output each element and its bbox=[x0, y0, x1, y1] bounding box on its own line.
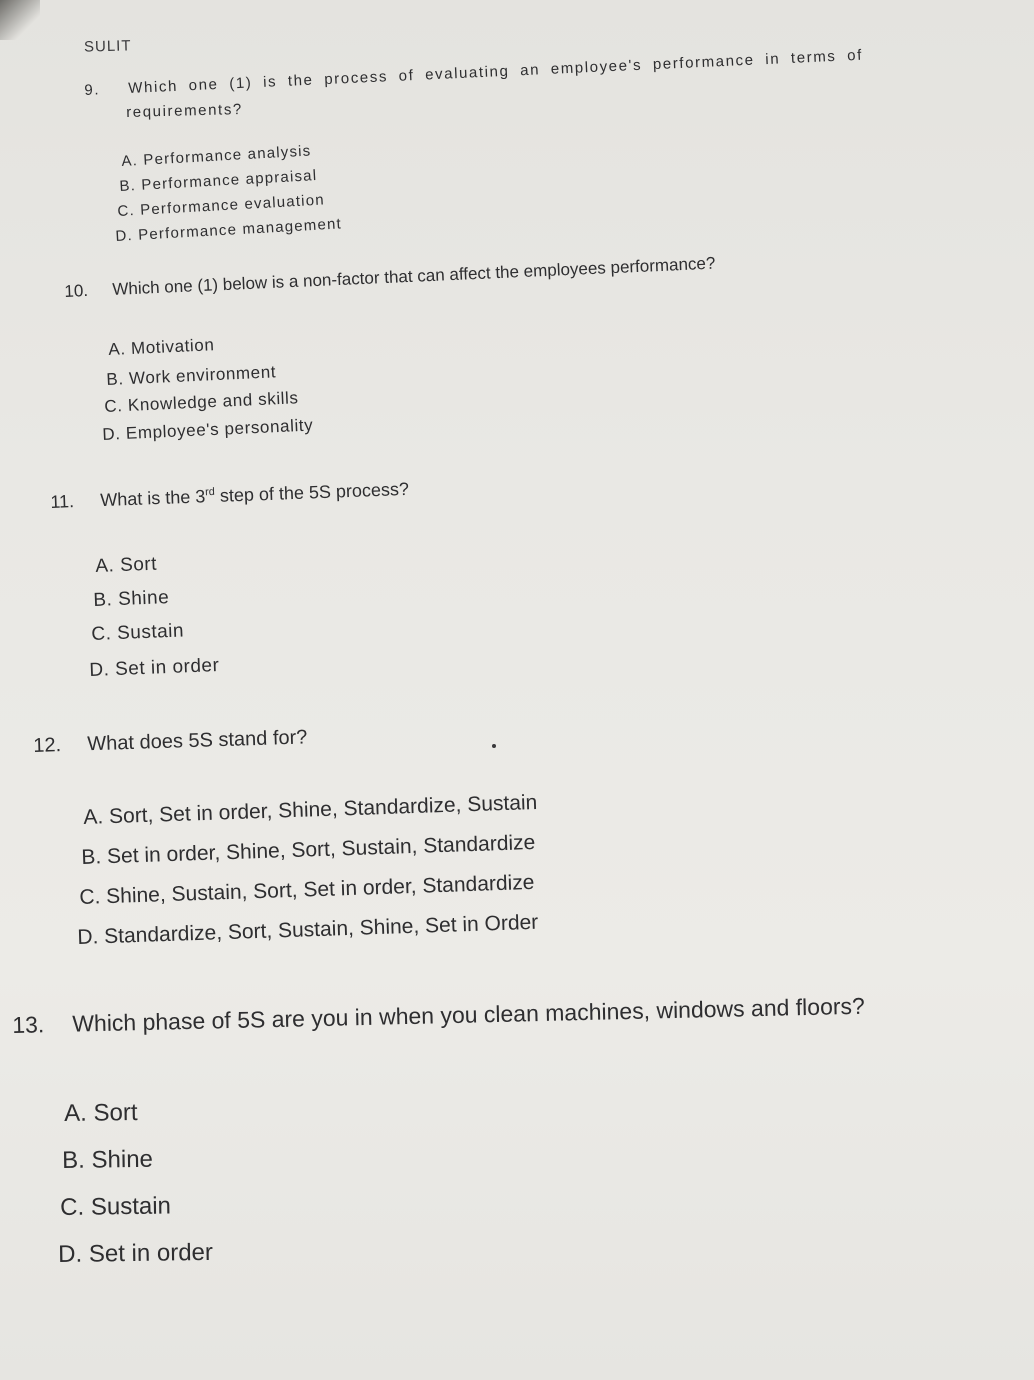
option-10a bbox=[108, 335, 215, 360]
option-text: Performance management bbox=[137, 215, 343, 244]
option-letter: A. bbox=[83, 805, 104, 829]
option-12a bbox=[83, 791, 538, 830]
option-letter: A. bbox=[121, 152, 139, 170]
option-letter: C. bbox=[79, 885, 101, 909]
option-text: Performance analysis bbox=[142, 142, 312, 169]
page-header: SULIT bbox=[83, 37, 132, 56]
question-text-line2: requirements? bbox=[126, 100, 244, 121]
question-text: Which one (1) below is a non-factor that can affect the employees performance? bbox=[111, 253, 716, 299]
option-letter: C. bbox=[91, 623, 112, 645]
question-number: 10. bbox=[64, 280, 89, 301]
option-letter: D. bbox=[58, 1240, 83, 1268]
question-12 bbox=[33, 726, 308, 758]
option-9d bbox=[115, 215, 342, 245]
option-11c bbox=[91, 620, 184, 646]
question-9 bbox=[84, 47, 863, 99]
option-13b bbox=[62, 1146, 153, 1175]
option-text: Sustain bbox=[90, 1192, 172, 1221]
question-text: Which one (1) is the process of evaluating an employee's performance in terms of bbox=[127, 46, 864, 97]
option-letter: A. bbox=[64, 1099, 88, 1127]
option-10d bbox=[102, 415, 314, 445]
option-text: Set in order, Shine, Sort, Sustain, Standardize bbox=[106, 830, 536, 869]
option-letter: B. bbox=[62, 1146, 86, 1174]
question-text: Which phase of 5S are you in when you clean machines, windows and floors? bbox=[71, 992, 866, 1037]
option-letter: B. bbox=[93, 589, 113, 611]
option-11d bbox=[89, 655, 220, 682]
question-number: 12. bbox=[33, 734, 62, 757]
option-12c bbox=[79, 871, 535, 910]
option-text: Performance evaluation bbox=[139, 191, 326, 219]
option-11b bbox=[93, 587, 170, 612]
ink-dot bbox=[492, 744, 496, 748]
question-superscript: rd bbox=[204, 485, 215, 499]
option-text: Sort, Set in order, Shine, Standardize, Sustain bbox=[108, 790, 538, 829]
option-letter: B. bbox=[119, 177, 137, 195]
option-text: Standardize, Sort, Sustain, Shine, Set in Order bbox=[103, 910, 539, 949]
option-text: Set in order bbox=[114, 655, 220, 680]
option-letter: C. bbox=[60, 1193, 85, 1221]
option-10c bbox=[104, 388, 299, 417]
option-text: Sort bbox=[119, 553, 158, 577]
option-text: Motivation bbox=[130, 335, 215, 358]
option-letter: C. bbox=[117, 202, 136, 220]
option-13c bbox=[60, 1192, 171, 1222]
option-text: Shine bbox=[91, 1145, 154, 1174]
question-11 bbox=[50, 479, 409, 513]
option-letter: B. bbox=[81, 845, 102, 869]
question-text: What does 5S stand for? bbox=[86, 726, 308, 756]
option-text: Knowledge and skills bbox=[127, 388, 299, 415]
option-12b bbox=[81, 831, 536, 870]
option-letter: D. bbox=[115, 227, 134, 245]
option-letter: D. bbox=[102, 424, 122, 444]
option-9b bbox=[119, 167, 318, 195]
option-12d bbox=[77, 911, 539, 950]
corner-shadow bbox=[0, 0, 40, 40]
option-letter: D. bbox=[77, 925, 99, 949]
option-text: Sustain bbox=[116, 620, 185, 644]
question-number: 9. bbox=[84, 81, 101, 99]
option-letter: C. bbox=[104, 396, 124, 416]
option-9a bbox=[121, 142, 312, 170]
option-letter: A. bbox=[95, 555, 115, 577]
question-10 bbox=[64, 254, 716, 302]
option-text: Performance appraisal bbox=[140, 166, 318, 194]
question-text-after: step of the 5S process? bbox=[214, 478, 410, 506]
option-10b bbox=[106, 362, 277, 390]
question-number: 11. bbox=[50, 491, 75, 512]
option-11a bbox=[95, 554, 157, 578]
option-13d bbox=[58, 1239, 213, 1269]
option-text: Shine, Sustain, Sort, Set in order, Standardize bbox=[105, 870, 535, 909]
option-letter: D. bbox=[89, 659, 110, 681]
option-13a bbox=[64, 1099, 138, 1128]
option-9c bbox=[117, 191, 325, 220]
option-text: Set in order bbox=[88, 1238, 214, 1268]
option-text: Employee's personality bbox=[125, 415, 314, 443]
question-9-continued bbox=[126, 101, 243, 121]
option-text: Shine bbox=[117, 587, 170, 611]
option-letter: A. bbox=[108, 339, 127, 359]
option-text: Work environment bbox=[128, 362, 277, 388]
question-number: 13. bbox=[12, 1011, 45, 1038]
question-13 bbox=[12, 993, 865, 1039]
option-letter: B. bbox=[106, 369, 125, 389]
option-text: Sort bbox=[93, 1098, 138, 1127]
question-text-before: What is the 3 bbox=[99, 486, 206, 511]
